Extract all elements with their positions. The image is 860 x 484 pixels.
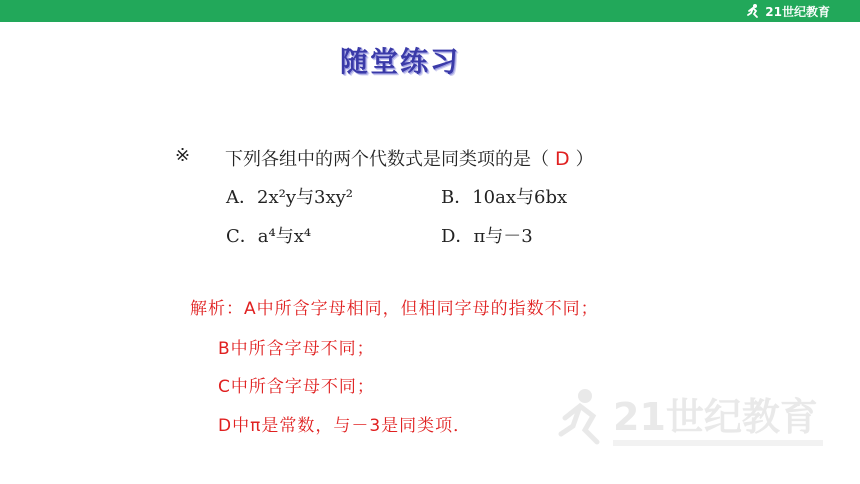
option-c-label: C． — [226, 226, 258, 247]
option-a-label: A． — [226, 187, 257, 208]
option-a-expr2: 3xy² — [314, 187, 353, 208]
runner-icon — [745, 3, 761, 19]
solution-line-4: D中π是常数，与－3是同类项． — [218, 416, 472, 436]
option-b-conj: 与 — [516, 187, 535, 208]
option-a-expr1: 2x²y — [257, 187, 296, 208]
watermark-logo — [555, 378, 835, 458]
option-c-expr2: x⁴ — [293, 226, 312, 247]
option-c — [226, 222, 311, 248]
option-d — [441, 222, 533, 248]
solution-line-3: C中所含字母不同； — [218, 377, 375, 397]
option-c-expr1: a⁴ — [257, 226, 276, 247]
logo-text: 21世纪教育 — [765, 4, 830, 19]
watermark-text: 21世纪教育 — [613, 395, 818, 439]
question-mark-symbol: ※ — [175, 145, 191, 166]
question-stem-text: 下列各组中的两个代数式是同类项的是（ — [225, 149, 549, 170]
option-c-conj: 与 — [275, 226, 294, 247]
option-b-expr1: 10ax — [472, 187, 517, 208]
option-b-label: B． — [441, 187, 473, 208]
option-a-conj: 与 — [296, 187, 314, 208]
option-d-label: D． — [441, 226, 474, 247]
question-answer: D — [555, 148, 570, 170]
question-stem-close: ） — [575, 149, 594, 170]
option-d-text: π与－3 — [473, 226, 533, 247]
option-a — [226, 183, 353, 209]
solution-line-1: 解析：A中所含字母相同，但相同字母的指数不同； — [190, 299, 599, 319]
option-b — [441, 183, 567, 209]
question-stem — [225, 145, 594, 171]
brand-logo — [745, 2, 830, 20]
page-title: 随堂练习 — [339, 45, 460, 78]
option-b-expr2: 6bx — [534, 187, 568, 208]
top-banner — [0, 0, 860, 22]
solution-line-2: B中所含字母不同； — [218, 339, 375, 359]
